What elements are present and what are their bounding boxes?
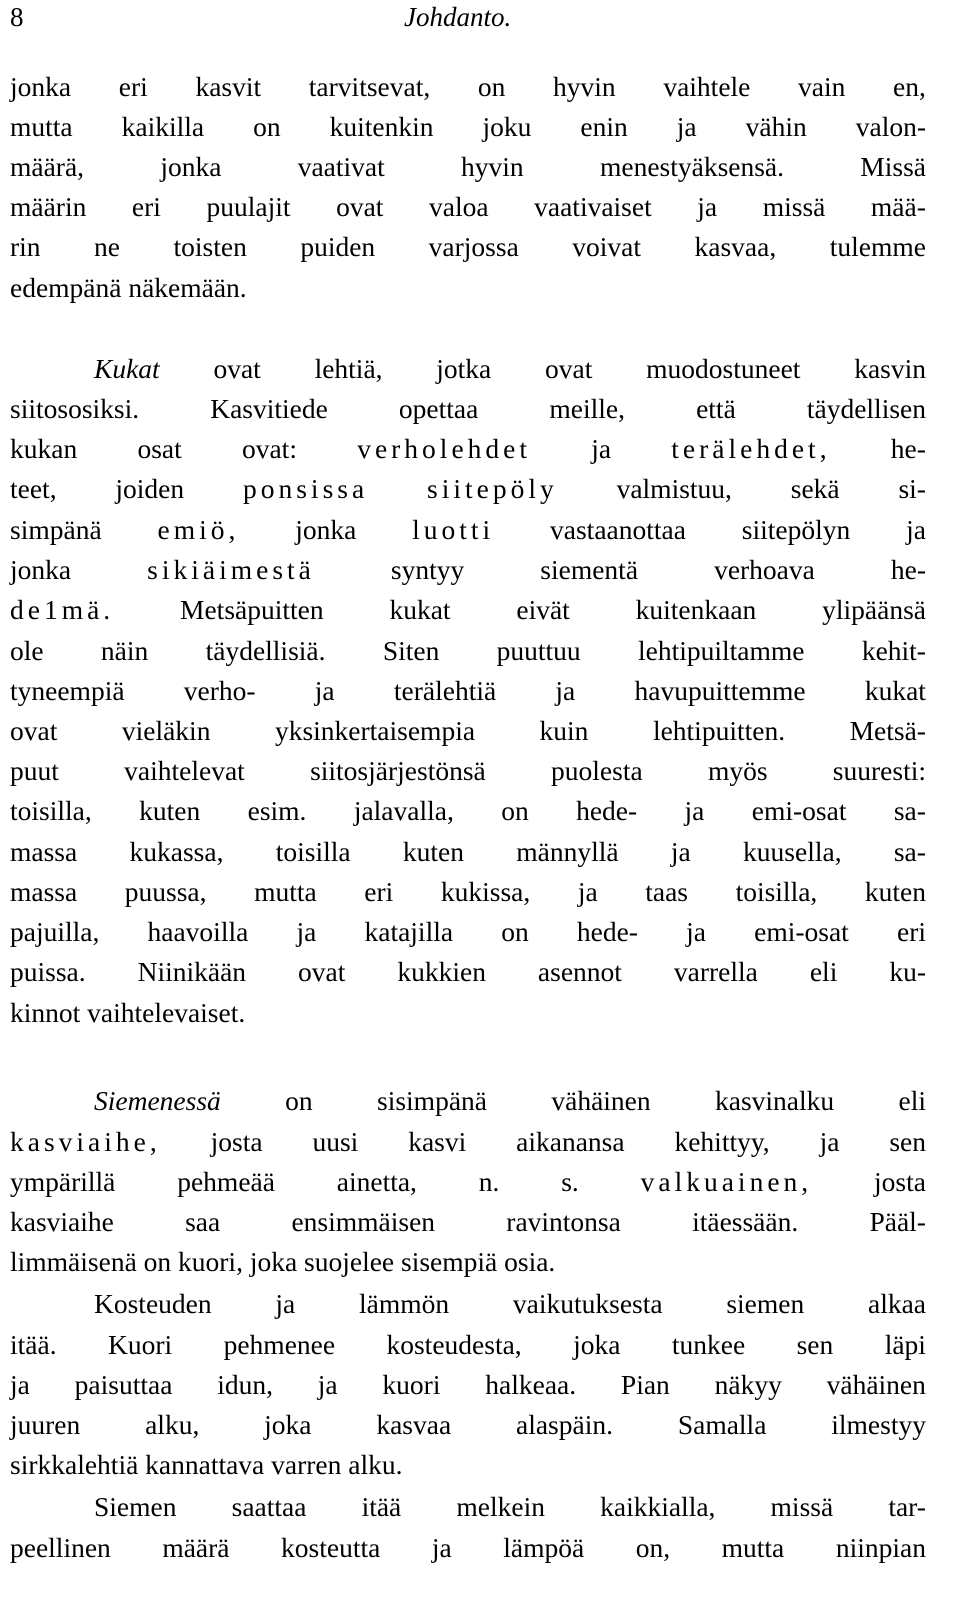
word: Metsä- — [849, 715, 926, 746]
word: kasviaihe, — [10, 1126, 161, 1157]
text-line — [10, 514, 926, 546]
word: sa- — [893, 836, 926, 867]
word: syntyy — [390, 554, 465, 585]
word: vain — [798, 71, 846, 102]
word: kuin — [539, 715, 589, 746]
word: on — [477, 71, 506, 102]
word: eri — [896, 916, 926, 947]
word: ja — [10, 1369, 30, 1400]
word: vaikutuksesta — [512, 1288, 663, 1319]
word: terälehdet, — [671, 433, 831, 464]
text-line — [10, 675, 926, 707]
text-line — [10, 1369, 926, 1401]
word: mää- — [870, 191, 926, 222]
text-line — [10, 191, 926, 223]
word: että — [696, 393, 736, 424]
word: josta — [873, 1166, 926, 1197]
word: emi-osat — [754, 916, 849, 947]
word: puussa, — [124, 876, 207, 907]
word: niinpian — [835, 1532, 926, 1563]
word: ilmestyy — [831, 1409, 926, 1440]
word: täydellisen — [806, 393, 926, 424]
word: kukat — [389, 594, 451, 625]
word: valkuainen, — [640, 1166, 813, 1197]
word: idun, — [217, 1369, 273, 1400]
word: vähäinen — [551, 1085, 651, 1116]
word: itää — [361, 1491, 402, 1522]
text-line: edempänä näkemään. — [10, 272, 247, 303]
word: joka — [573, 1329, 621, 1360]
word: ovat — [336, 191, 384, 222]
text-line — [94, 1288, 926, 1320]
word: en, — [893, 71, 926, 102]
word: aikanansa — [516, 1126, 625, 1157]
word: vieläkin — [121, 715, 211, 746]
word: esim. — [247, 795, 307, 826]
word: toisilla, — [735, 876, 818, 907]
word: teet, — [10, 473, 57, 504]
text-line: limmäisenä on kuori, joka suojelee sisempiä osia. — [10, 1246, 556, 1277]
text-line: sirkkalehtiä kannattava varren alku. — [10, 1449, 403, 1480]
text-line — [94, 1085, 926, 1117]
word: simpänä — [10, 514, 102, 545]
text-line — [94, 353, 926, 385]
word: ja — [686, 916, 706, 947]
word: puut — [10, 755, 59, 786]
word: kuten — [864, 876, 926, 907]
word: ja — [591, 433, 612, 464]
word: Samalla — [677, 1409, 767, 1440]
word: ole — [10, 635, 44, 666]
word: Pääl- — [869, 1206, 926, 1237]
word: kehittyy, — [674, 1126, 770, 1157]
word: jotka — [436, 353, 492, 384]
word: sekä — [790, 473, 840, 504]
word: täydellisiä. — [205, 635, 326, 666]
word: halkeaa. — [485, 1369, 577, 1400]
word: ponsissa — [242, 473, 369, 504]
word: lämpöä — [503, 1532, 585, 1563]
word: lehtiä, — [314, 353, 383, 384]
word: massa — [10, 876, 78, 907]
text-line — [10, 956, 926, 988]
word: on, — [635, 1532, 671, 1563]
word: tunkee — [671, 1329, 746, 1360]
page-header — [0, 0, 960, 34]
word: ja — [819, 1126, 840, 1157]
word: kukan — [10, 433, 78, 464]
word: ja — [676, 111, 697, 142]
word: vähin — [745, 111, 807, 142]
word: sikiäimestä — [147, 554, 315, 585]
word: emiö, — [157, 514, 240, 545]
word: hyvin — [461, 151, 524, 182]
word: näin — [100, 635, 149, 666]
text-line — [10, 1329, 926, 1361]
word: taas — [645, 876, 688, 907]
word: toisten — [173, 231, 247, 262]
word: verho- — [183, 675, 256, 706]
word: s. — [561, 1166, 579, 1197]
word: ovat — [10, 715, 58, 746]
word: kuitenkin — [329, 111, 434, 142]
word: alaspäin. — [516, 1409, 613, 1440]
word: ja — [906, 514, 926, 545]
word: mutta — [10, 111, 73, 142]
word: Pian — [620, 1369, 670, 1400]
word: hede- — [576, 916, 638, 947]
word: kasviaihe — [10, 1206, 114, 1237]
word: joka — [264, 1409, 312, 1440]
word: siitosjärjestönsä — [310, 755, 486, 786]
word: määrä — [162, 1532, 230, 1563]
text-line — [10, 71, 926, 103]
word: menestyäksensä. — [599, 151, 785, 182]
word: eli — [809, 956, 838, 987]
word: he- — [890, 433, 926, 464]
word: siemen — [726, 1288, 805, 1319]
word: ensimmäisen — [291, 1206, 436, 1237]
word: verholehdet — [357, 433, 531, 464]
word: tulemme — [829, 231, 926, 262]
word: verhoava — [714, 554, 815, 585]
word: sen — [889, 1126, 926, 1157]
word: tyneempiä — [10, 675, 125, 706]
word: vaihtele — [663, 71, 751, 102]
word: toisilla — [275, 836, 351, 867]
word: Siemenessä — [94, 1085, 221, 1116]
word: kuten — [402, 836, 464, 867]
word: on — [285, 1085, 313, 1116]
word: ku- — [889, 956, 926, 987]
word: hede- — [576, 795, 638, 826]
word: kukissa, — [440, 876, 531, 907]
word: alkaa — [867, 1288, 926, 1319]
word: kuten — [139, 795, 201, 826]
word: suuresti: — [832, 755, 926, 786]
text-line — [10, 755, 926, 787]
text-line — [10, 473, 926, 505]
word: haavoilla — [147, 916, 249, 947]
word: ja — [684, 795, 705, 826]
word: kaikkialla, — [600, 1491, 716, 1522]
word: lehtipuitten. — [652, 715, 786, 746]
word: jalavalla, — [353, 795, 454, 826]
word: saa — [185, 1206, 221, 1237]
word: kehit- — [861, 635, 926, 666]
word: missä — [770, 1491, 834, 1522]
word: itää. — [10, 1329, 57, 1360]
word: sen — [796, 1329, 834, 1360]
word: kosteutta — [281, 1532, 381, 1563]
word: varrella — [673, 956, 758, 987]
word: jonka — [295, 514, 357, 545]
word: paisuttaa — [74, 1369, 173, 1400]
word: kuusella, — [743, 836, 842, 867]
word: Siten — [382, 635, 440, 666]
word: männyllä — [516, 836, 619, 867]
word: määrä, — [10, 151, 85, 182]
word: ovat: — [241, 433, 297, 464]
word: alku, — [145, 1409, 200, 1440]
word: havupuittemme — [634, 675, 806, 706]
word: vaativat — [297, 151, 385, 182]
text-line — [94, 1491, 926, 1523]
text-line — [10, 111, 926, 143]
word: eri — [118, 71, 148, 102]
page-number: 8 — [10, 2, 24, 32]
word: muodostuneet — [646, 353, 801, 384]
word: juuren — [10, 1409, 81, 1440]
word: on — [253, 111, 281, 142]
text-line — [10, 594, 926, 626]
text-line — [10, 554, 926, 586]
word: de1mä. — [10, 594, 115, 625]
word: kukat — [864, 675, 926, 706]
text-line — [10, 876, 926, 908]
word: pehmenee — [223, 1329, 336, 1360]
word: eri — [364, 876, 394, 907]
word: sisimpänä — [377, 1085, 487, 1116]
word: siementä — [540, 554, 639, 585]
word: lämmön — [358, 1288, 450, 1319]
word: meille, — [549, 393, 625, 424]
word: missä — [762, 191, 826, 222]
word: kuitenkaan — [635, 594, 757, 625]
word: ylipäänsä — [822, 594, 926, 625]
word: ainetta, — [336, 1166, 417, 1197]
word: jonka — [160, 151, 222, 182]
text-line — [10, 836, 926, 868]
word: eli — [898, 1085, 926, 1116]
word: kosteudesta, — [386, 1329, 522, 1360]
word: peellinen — [10, 1532, 111, 1563]
word: tar- — [888, 1491, 926, 1522]
word: opettaa — [398, 393, 479, 424]
word: lehtipuiltamme — [638, 635, 805, 666]
word: kasvaa — [376, 1409, 452, 1440]
word: mutta — [254, 876, 317, 907]
word: ovat — [545, 353, 593, 384]
word: kasvi — [408, 1126, 467, 1157]
word: saattaa — [231, 1491, 307, 1522]
word: puissa. — [10, 956, 86, 987]
word: toisilla, — [10, 795, 92, 826]
word: josta — [210, 1126, 263, 1157]
word: melkein — [456, 1491, 545, 1522]
word: siitososiksi. — [10, 393, 140, 424]
word: läpi — [884, 1329, 926, 1360]
text-line: kinnot vaihtelevaiset. — [10, 997, 246, 1028]
text-line — [10, 393, 926, 425]
word: emi-osat — [751, 795, 847, 826]
word: kasvit — [195, 71, 262, 102]
word: luotti — [412, 514, 495, 545]
word: jonka — [10, 554, 72, 585]
word: siitepölyn — [741, 514, 851, 545]
text-line — [10, 433, 926, 465]
text-line — [10, 231, 926, 263]
word: Kukat — [94, 353, 160, 384]
word: puiden — [300, 231, 376, 262]
word: ja — [431, 1532, 452, 1563]
text-line — [10, 916, 926, 948]
word: ja — [670, 836, 691, 867]
word: osat — [137, 433, 182, 464]
word: kukkien — [397, 956, 486, 987]
word: valon- — [855, 111, 926, 142]
text-line — [10, 151, 926, 183]
word: itäessään. — [692, 1206, 799, 1237]
word: rin — [10, 231, 41, 262]
word: on — [501, 916, 529, 947]
word: katajilla — [364, 916, 454, 947]
word: Siemen — [94, 1491, 177, 1522]
word: varjossa — [428, 231, 519, 262]
word: ja — [275, 1288, 296, 1319]
word: mutta — [721, 1532, 785, 1563]
word: joku — [482, 111, 532, 142]
word: si- — [898, 473, 926, 504]
word: he- — [890, 554, 926, 585]
word: siitepöly — [427, 473, 558, 504]
word: pajuilla, — [10, 916, 100, 947]
word: terälehtiä — [393, 675, 497, 706]
text-line — [10, 1126, 926, 1158]
word: määrin — [10, 191, 87, 222]
word: Kosteuden — [94, 1288, 212, 1319]
word: ravintonsa — [506, 1206, 621, 1237]
word: kuori — [382, 1369, 441, 1400]
word: ja — [296, 916, 317, 947]
word: puuttuu — [496, 635, 581, 666]
word: valoa — [429, 191, 489, 222]
word: eri — [131, 191, 161, 222]
text-line — [10, 1206, 926, 1238]
text-line — [10, 1532, 926, 1564]
word: vastaanottaa — [550, 514, 686, 545]
word: Metsäpuitten — [180, 594, 324, 625]
text-line — [10, 795, 926, 827]
word: puulajit — [206, 191, 291, 222]
word: yksinkertaisempia — [274, 715, 476, 746]
text-line — [10, 715, 926, 747]
word: kukassa, — [129, 836, 224, 867]
text-line — [10, 1409, 926, 1441]
word: näkyy — [714, 1369, 782, 1400]
word: vähäinen — [826, 1369, 926, 1400]
word: joiden — [115, 473, 185, 504]
word: pehmeää — [177, 1166, 275, 1197]
text-line — [10, 1166, 926, 1198]
word: Kuori — [108, 1329, 173, 1360]
word: ympärillä — [10, 1166, 116, 1197]
word: ja — [314, 675, 335, 706]
word: valmistuu, — [616, 473, 732, 504]
word: kasvin — [854, 353, 926, 384]
word: hyvin — [553, 71, 616, 102]
word: ovat — [298, 956, 346, 987]
word: asennot — [537, 956, 622, 987]
word: ja — [697, 191, 718, 222]
word: jonka — [10, 71, 72, 102]
word: uusi — [312, 1126, 359, 1157]
running-title: Johdanto. — [404, 2, 512, 32]
word: on — [501, 795, 529, 826]
word: massa — [10, 836, 78, 867]
word: ja — [577, 876, 598, 907]
word: ne — [94, 231, 121, 262]
word: Kasvitiede — [210, 393, 328, 424]
word: ja — [317, 1369, 338, 1400]
word: vaihtelevat — [124, 755, 245, 786]
text-line — [10, 635, 926, 667]
word: puolesta — [551, 755, 643, 786]
word: Niinikään — [137, 956, 247, 987]
word: eivät — [516, 594, 570, 625]
word: kasvinalku — [714, 1085, 835, 1116]
word: ja — [555, 675, 576, 706]
word: n. — [478, 1166, 500, 1197]
word: voivat — [572, 231, 642, 262]
word: myös — [707, 755, 768, 786]
word: Missä — [860, 151, 926, 182]
word: kaikilla — [121, 111, 205, 142]
word: tarvitsevat, — [308, 71, 431, 102]
word: enin — [580, 111, 628, 142]
word: ovat — [213, 353, 261, 384]
word: sa- — [893, 795, 926, 826]
word: kasvaa, — [694, 231, 777, 262]
word: vaativaiset — [534, 191, 652, 222]
